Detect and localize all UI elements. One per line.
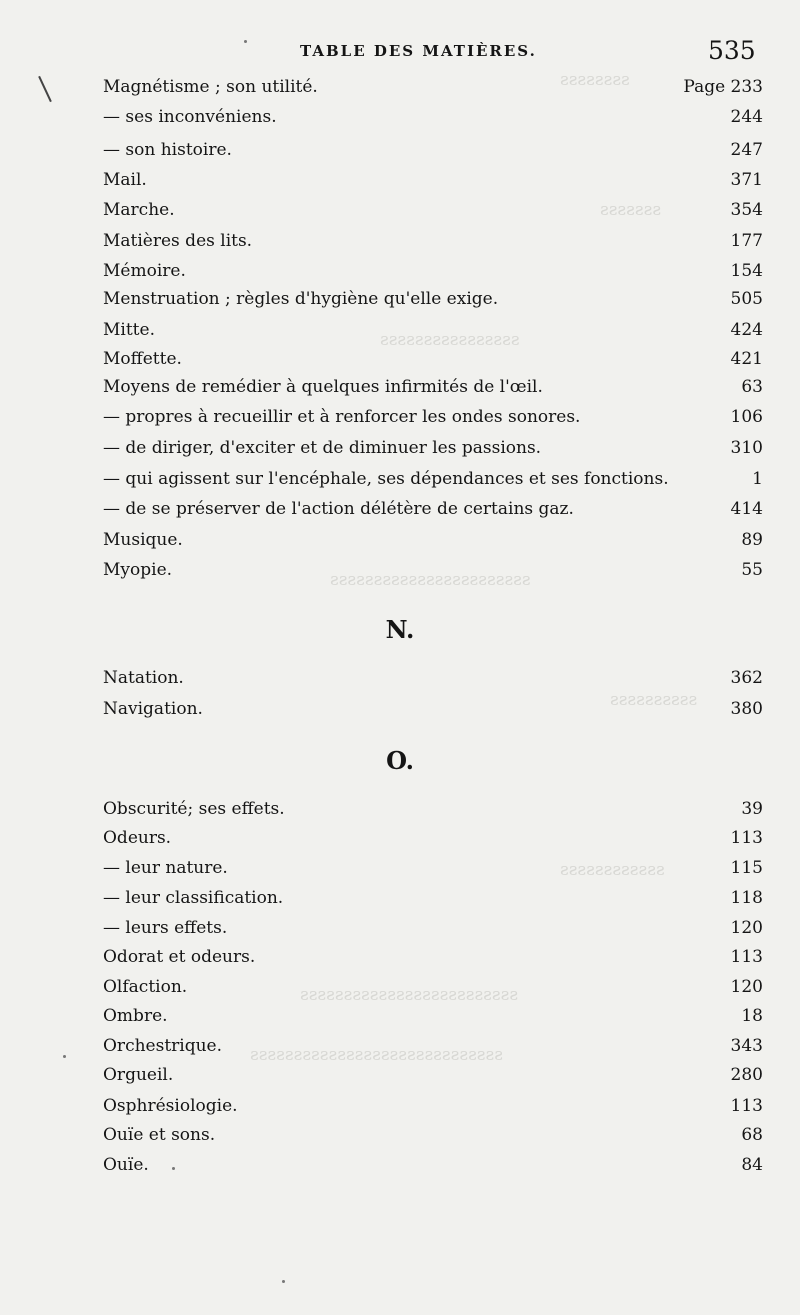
bleed-through-decoration: sssssssssssssssssssssssss — [300, 985, 519, 1005]
entry-page: 354 — [730, 200, 763, 220]
index-entry — [103, 667, 763, 697]
entry-page: 113 — [730, 828, 763, 848]
index-entry — [103, 376, 763, 406]
index-entry — [103, 348, 763, 378]
entry-page: 39 — [741, 799, 763, 819]
index-entry — [103, 887, 763, 917]
index-entry — [103, 106, 763, 136]
index-entry — [103, 468, 763, 498]
entry-text: Odeurs. — [103, 828, 172, 848]
entry-page: 310 — [730, 438, 763, 458]
ink-speck — [63, 1055, 66, 1058]
entry-text: Ouïe. — [103, 1155, 149, 1175]
index-entry — [103, 169, 763, 199]
entry-page: 154 — [730, 261, 763, 281]
index-entry — [103, 827, 763, 857]
entry-text: — ses inconvéniens. — [103, 107, 277, 127]
bleed-through-decoration: ssssssssssss — [560, 860, 665, 880]
entry-text: Orgueil. — [103, 1065, 174, 1085]
entry-text: Mitte. — [103, 320, 155, 340]
entry-text: — son histoire. — [103, 140, 232, 160]
entry-page: 421 — [730, 349, 763, 369]
entry-page: 424 — [730, 320, 763, 340]
entry-text: Menstruation ; règles d'hygiène qu'elle exige. — [103, 289, 499, 309]
entry-page: 106 — [730, 407, 763, 427]
entry-text: Moffette. — [103, 349, 182, 369]
index-entry — [103, 139, 763, 169]
entry-text: Myopie. — [103, 560, 173, 580]
index-entry — [103, 857, 763, 887]
bleed-through-decoration: sssssss — [600, 200, 662, 220]
entry-text: Natation. — [103, 668, 184, 688]
entry-page: 89 — [741, 530, 763, 550]
entry-page: 1 — [752, 469, 763, 489]
index-entry — [103, 288, 763, 318]
index-entry — [103, 976, 763, 1006]
index-entry — [103, 529, 763, 559]
entry-text: Obscurité; ses effets. — [103, 799, 285, 819]
entry-page: 55 — [741, 560, 763, 580]
entry-page: 84 — [741, 1155, 763, 1175]
entry-page: 115 — [730, 858, 763, 878]
entry-text: Mémoire. — [103, 261, 186, 281]
entry-text: Moyens de remédier à quelques infirmités de l'œil. — [103, 377, 543, 397]
running-header-title: TABLE DES MATIÈRES. — [300, 42, 537, 60]
entry-page: 247 — [730, 140, 763, 160]
index-entry — [103, 946, 763, 976]
entry-page: 244 — [730, 107, 763, 127]
entry-page: 177 — [730, 231, 763, 251]
entry-text: Olfaction. — [103, 977, 188, 997]
entry-page: 380 — [730, 699, 763, 719]
entry-page: 118 — [730, 888, 763, 908]
section-letter-heading: N. — [385, 615, 415, 644]
entry-text: — qui agissent sur l'encéphale, ses dépendances et ses fonctions. — [103, 469, 669, 489]
index-entry — [103, 1154, 763, 1184]
index-entry — [103, 1095, 763, 1125]
entry-page: 120 — [730, 918, 763, 938]
entry-text: Mail. — [103, 170, 147, 190]
entry-text: — propres à recueillir et à renforcer les ondes sonores. — [103, 407, 581, 427]
entry-page: 505 — [730, 289, 763, 309]
entry-text: Ombre. — [103, 1006, 168, 1026]
bleed-through-decoration: sssssssssssssssssssssssssssss — [250, 1045, 503, 1065]
index-entry — [103, 498, 763, 528]
entry-page: 414 — [730, 499, 763, 519]
entry-text: Ouïe et sons. — [103, 1125, 216, 1145]
entry-page: 343 — [730, 1036, 763, 1056]
entry-page: 113 — [730, 947, 763, 967]
entry-text: Odorat et odeurs. — [103, 947, 256, 967]
index-entry — [103, 406, 763, 436]
entry-page: 280 — [730, 1065, 763, 1085]
index-entry — [103, 917, 763, 947]
index-entry — [103, 319, 763, 349]
bleed-through-decoration: sssssssssssssssssssssss — [330, 570, 531, 590]
index-entry — [103, 559, 763, 589]
section-letter-heading: O. — [386, 746, 414, 775]
entry-text: — de diriger, d'exciter et de diminuer les passions. — [103, 438, 542, 458]
entry-page: 18 — [741, 1006, 763, 1026]
entry-text: Matières des lits. — [103, 231, 253, 251]
ink-speck — [282, 1280, 285, 1283]
bleed-through-decoration: ssssssssssssssss — [380, 330, 520, 350]
entry-text: Osphrésiologie. — [103, 1096, 238, 1116]
entry-page: 113 — [730, 1096, 763, 1116]
bleed-through-decoration: ssssssss — [560, 70, 630, 90]
index-entry — [103, 1035, 763, 1065]
entry-page: 68 — [741, 1125, 763, 1145]
entry-text: Navigation. — [103, 699, 203, 719]
index-entry — [103, 1005, 763, 1035]
index-entry — [103, 698, 763, 728]
entry-page: 371 — [730, 170, 763, 190]
bleed-through-decoration: ssssssssss — [610, 690, 698, 710]
entry-text: Magnétisme ; son utilité. — [103, 77, 318, 97]
entry-page: 120 — [730, 977, 763, 997]
entry-page: Page 233 — [683, 77, 763, 97]
entry-text: — leurs effets. — [103, 918, 228, 938]
entry-page: 63 — [741, 377, 763, 397]
index-entry — [103, 1064, 763, 1094]
entry-text: Marche. — [103, 200, 175, 220]
entry-text: Orchestrique. — [103, 1036, 223, 1056]
entry-text: Musique. — [103, 530, 183, 550]
entry-text: — leur classification. — [103, 888, 284, 908]
index-entry — [103, 437, 763, 467]
index-entry — [103, 798, 763, 828]
entry-text: — de se préserver de l'action délétère de certains gaz. — [103, 499, 574, 519]
page-number: 535 — [708, 36, 756, 65]
entry-page: 362 — [730, 668, 763, 688]
entry-text: — leur nature. — [103, 858, 228, 878]
ink-speck — [244, 40, 247, 43]
index-entry — [103, 260, 763, 290]
margin-mark — [38, 76, 52, 102]
index-entry — [103, 76, 763, 106]
index-entry — [103, 1124, 763, 1154]
index-entry — [103, 230, 763, 260]
index-entry — [103, 199, 763, 229]
